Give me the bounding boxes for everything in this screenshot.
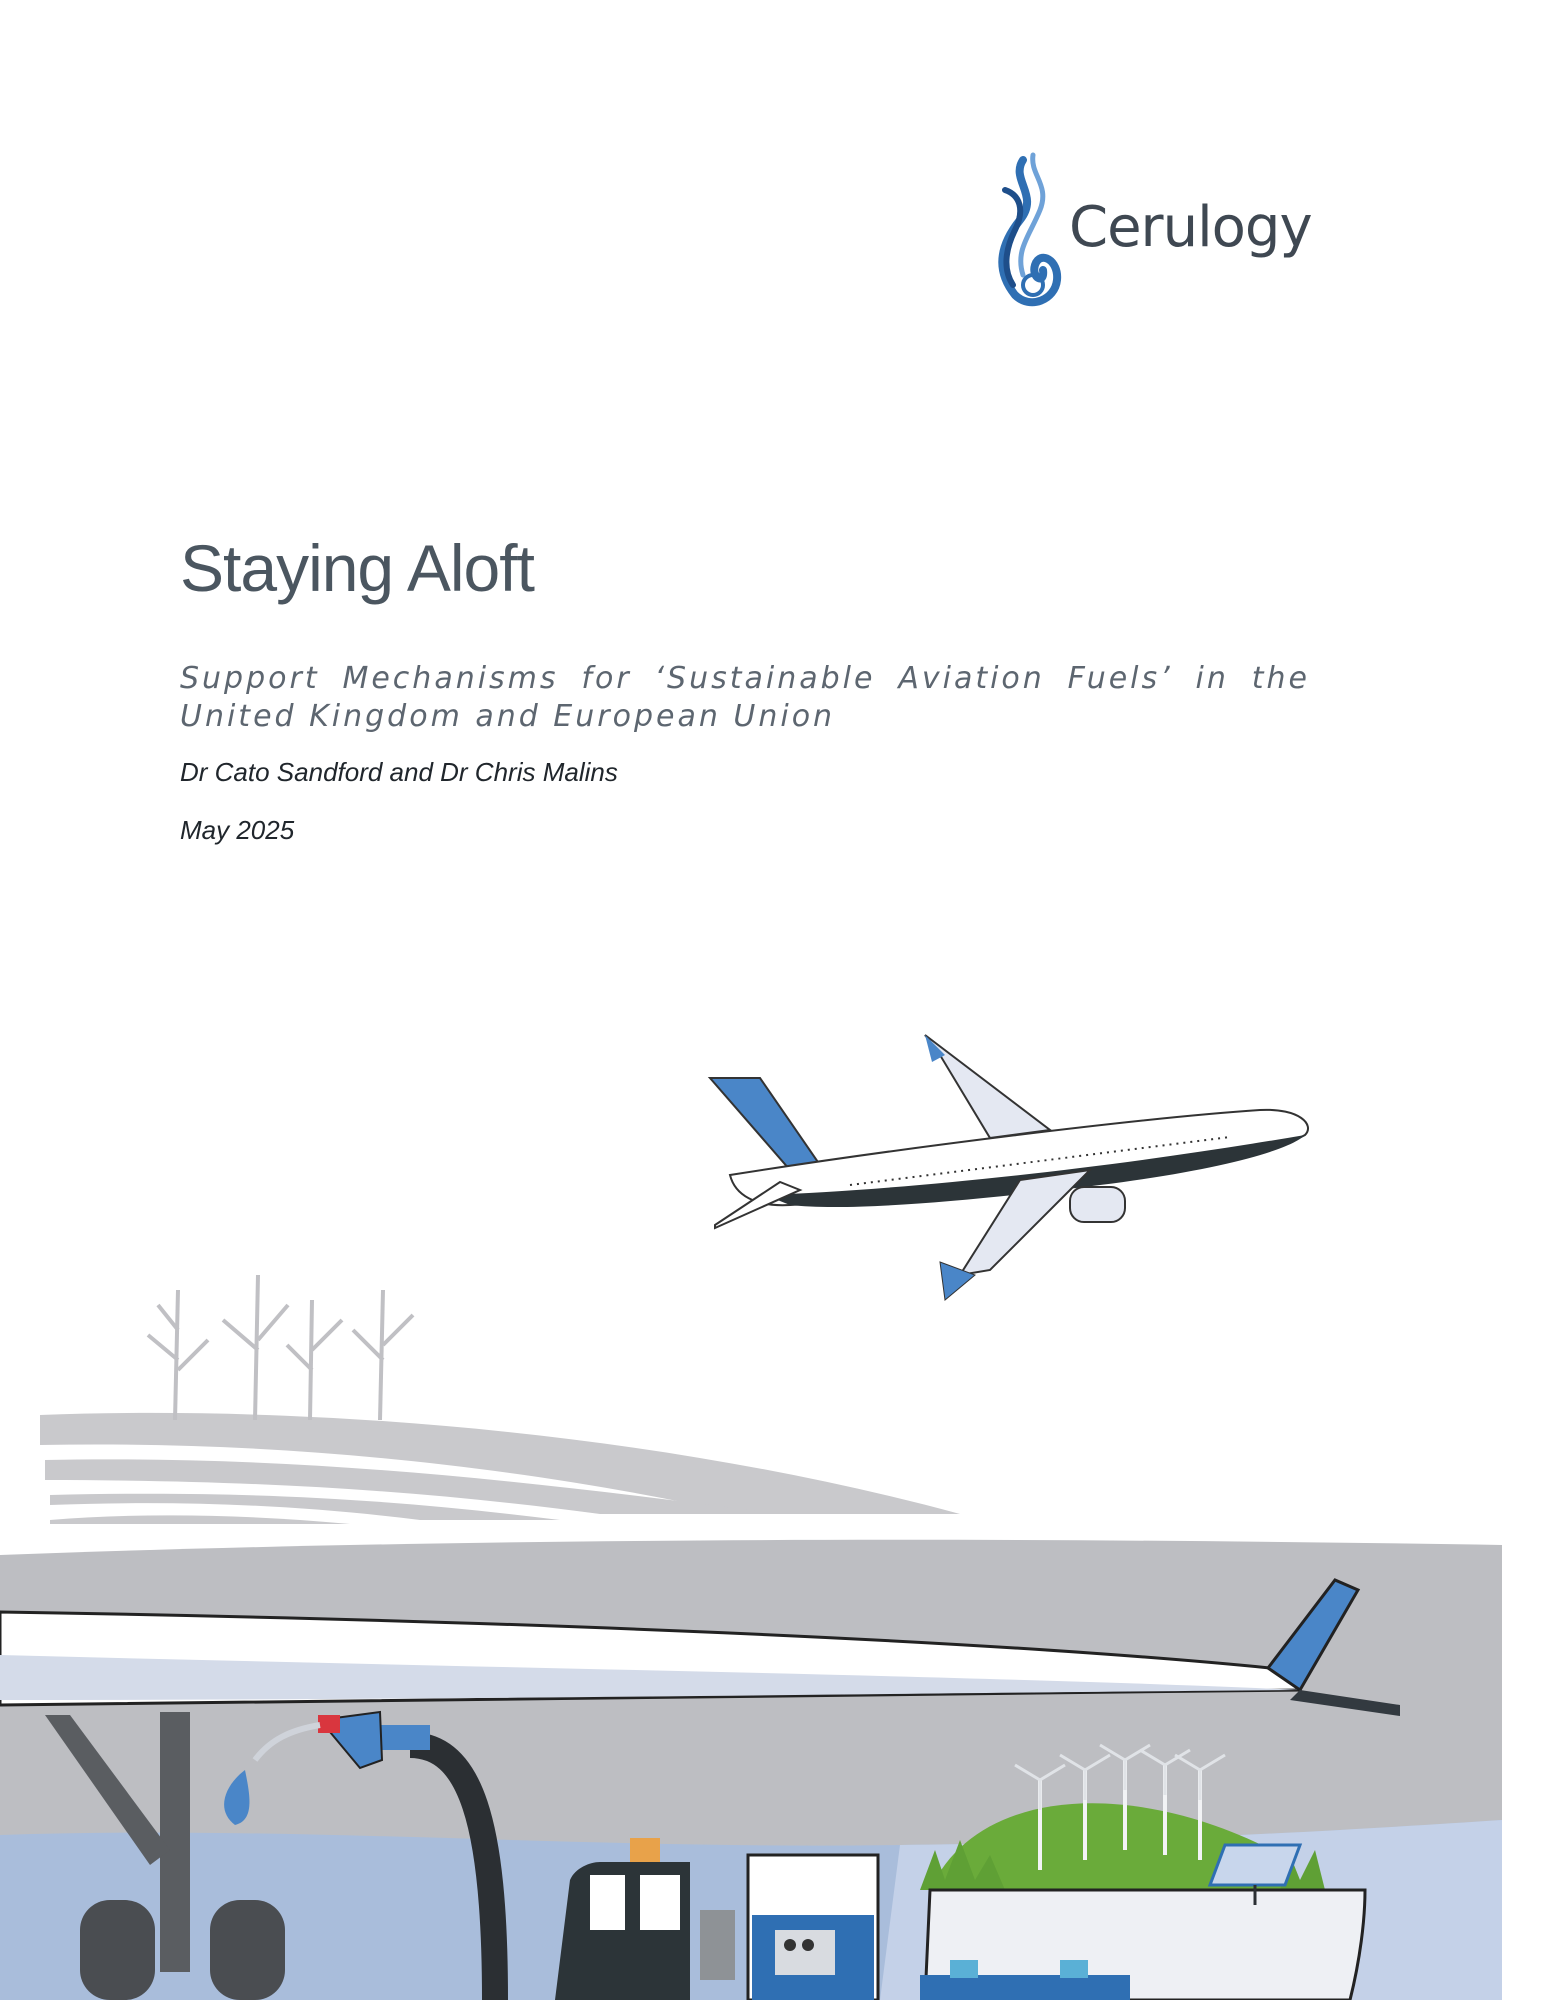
cover-illustration [0, 1000, 1545, 2000]
flame-logo-icon [985, 150, 1065, 310]
document-authors: Dr Cato Sandford and Dr Chris Malins [180, 757, 618, 787]
cerulogy-logo [985, 150, 1325, 310]
document-date: May 2025 [180, 815, 295, 845]
field-illustration [40, 1275, 960, 1524]
brand-name: Cerulogy [1069, 195, 1312, 260]
document-title: Staying Aloft [180, 531, 534, 605]
document-subtitle: Support Mechanisms for ‘Sustainable Aviation Fuels’ in the United Kingdom and European Union [180, 661, 1310, 734]
airplane-illustration [710, 1035, 1308, 1300]
